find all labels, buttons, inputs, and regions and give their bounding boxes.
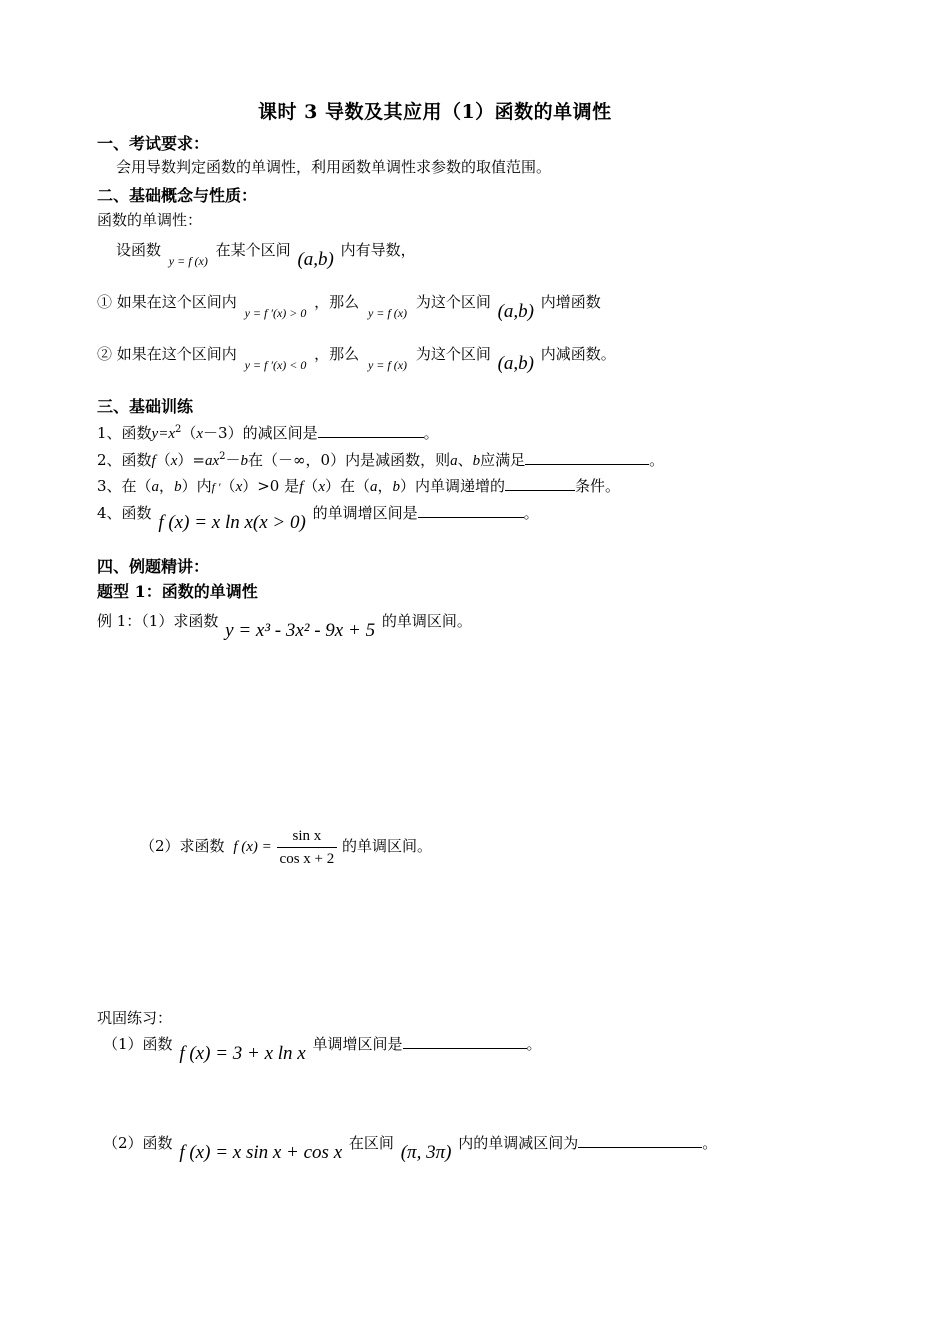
function-expression: y = f (x) bbox=[168, 254, 208, 268]
practice-2: （2）函数 f (x) = x sin x + cos x 在区间 (π, 3π) 内的单调减区间为 。 bbox=[103, 1134, 718, 1163]
section-2-heading: 二、基础概念与性质： bbox=[97, 186, 258, 205]
function-expression: f (x) = 3 + x ln x bbox=[179, 1043, 306, 1064]
interval-expression: (a,b) bbox=[297, 249, 334, 270]
section-2-subheading: 函数的单调性： bbox=[97, 211, 203, 229]
fraction-expression: $\frac{\text{sin x}}{\text{cos x + 2}}$ bbox=[277, 825, 338, 870]
function-expression: f (x) = x sin x + cos x bbox=[179, 1142, 343, 1163]
practice-heading: 巩固练习： bbox=[97, 1009, 173, 1027]
example-1-part-1: 例 1：（1）求函数 y = x³ - 3x² - 9x + 5 的单调区间。 bbox=[97, 612, 472, 641]
exercise-4: 4、函数 f (x) = x ln x(x > 0) 的单调增区间是 。 bbox=[97, 504, 539, 533]
exercise-2: 2、函数$f(x)=ax^2-b$在（－∞，0）内是减函数，则a、b应满足 。 bbox=[97, 451, 665, 469]
interval-expression: (a,b) bbox=[497, 353, 535, 374]
function-expression: y = f (x) bbox=[367, 306, 408, 320]
answer-blank[interactable] bbox=[578, 1133, 702, 1148]
exercise-3: 3、在（a，b）内f ′（x）>0 是f（x）在（a，b）内单调递增的 条件。 bbox=[97, 477, 621, 495]
definition-line: 设函数 $_{y = f (x)}$ 在某个区间 (a,b) 内有导数， bbox=[116, 241, 416, 270]
interval-expression: (π, 3π) bbox=[400, 1142, 452, 1163]
answer-blank[interactable] bbox=[525, 450, 649, 465]
example-1-part-2: （2）求函数 f (x) = $\frac{\text{sin x}}{\text{cos x + 2}}$ 的单调区间。 bbox=[140, 822, 432, 871]
section-3-heading: 三、基础训练 bbox=[97, 397, 194, 416]
page-title: 课时 3 导数及其应用（1）函数的单调性 bbox=[258, 101, 612, 123]
problem-type-1-heading: 题型 1：函数的单调性 bbox=[97, 582, 258, 601]
derivative-positive-expression: y = f ′(x) > 0 bbox=[244, 306, 307, 320]
answer-blank[interactable] bbox=[418, 503, 524, 518]
answer-blank[interactable] bbox=[318, 423, 424, 438]
practice-1: （1）函数 f (x) = 3 + x ln x 单调增区间是 。 bbox=[103, 1035, 542, 1064]
function-expression: y = x³ - 3x² - 9x + 5 bbox=[225, 620, 376, 641]
section-4-heading: 四、例题精讲： bbox=[97, 557, 210, 576]
function-expression: y = f (x) bbox=[367, 358, 408, 372]
answer-blank[interactable] bbox=[403, 1034, 527, 1049]
interval-expression: (a,b) bbox=[497, 301, 535, 322]
decreasing-rule: ② 如果在这个区间内 $_{y = f '(x) < 0}$ ，那么 $_{y = f (x)}$ 为这个区间 (a,b) 内减函数。 bbox=[97, 345, 616, 374]
section-1-heading: 一、考试要求： bbox=[97, 134, 210, 153]
increasing-rule: ① 如果在这个区间内 $_{y = f '(x) > 0}$ ，那么 $_{y = f (x)}$ 为这个区间 (a,b) 内增函数 bbox=[97, 293, 601, 322]
section-1-text: 会用导数判定函数的单调性，利用函数单调性求参数的取值范围。 bbox=[116, 158, 552, 176]
derivative-negative-expression: y = f ′(x) < 0 bbox=[244, 358, 307, 372]
function-expression: f (x) = x ln x(x > 0) bbox=[158, 512, 306, 533]
answer-blank[interactable] bbox=[505, 476, 575, 491]
exercise-1: 1、函数$y=x^2(x-3)$的减区间是 。 bbox=[97, 424, 439, 442]
